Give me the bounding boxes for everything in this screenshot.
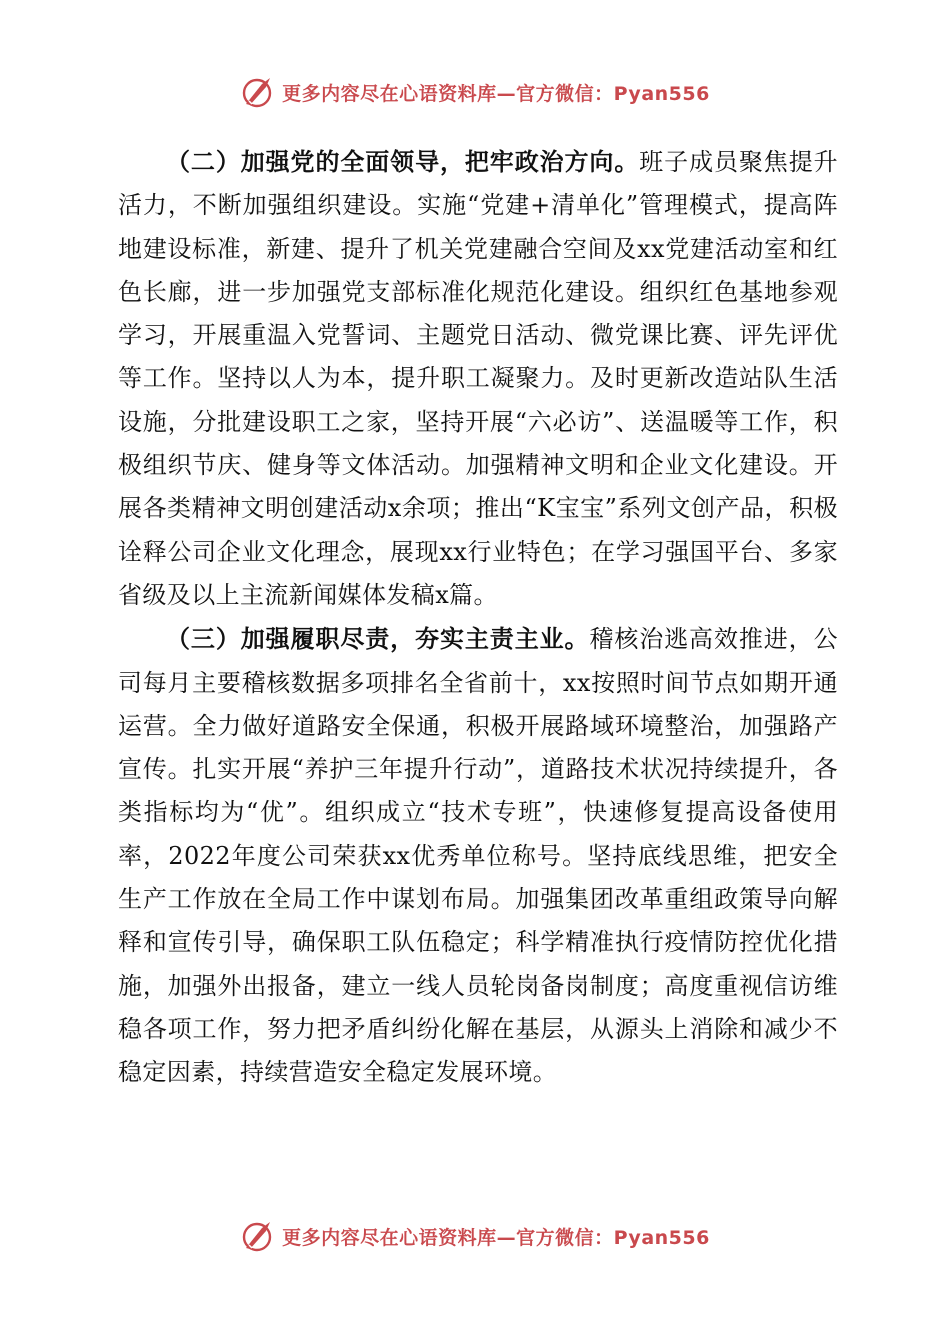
watermark-header [0, 72, 950, 112]
watermark-footer [0, 1216, 950, 1256]
paragraph-leadership [118, 140, 838, 617]
pen-logo-icon [240, 1218, 276, 1254]
paragraph-heading: （二）加强党的全面领导，把牢政治方向。 [166, 147, 640, 176]
paragraph-text: 班子成员聚焦提升活力，不断加强组织建设。实施“党建+清单化”管理模式，提高阵地建设标准，新建、提升了机关党建融合空间及xx党建活动室和红色长廊，进一步加强党支部标准化规范化建设。组织红色基地参观学习，开展重温入党誓词、主题党日活动、微党课比赛、评先评优等工作。坚持以人为本，提升职工凝聚力。及时更新改造站队生活设施，分批建设职工之家，坚持开展“六必访”、送温暖等工作，积极组织节庆、健身等文体活动。加强精神文明和企业文化建设。开展各类精神文明创建活动x余项；推出“K宝宝”系列文创产品，积极诠释公司企业文化理念，展现xx行业特色；在学习强国平台、多家省级及以上主流新闻媒体发稿x篇。 [118, 148, 838, 609]
watermark-text: 更多内容尽在心语资料库—官方微信：Pyan556 [282, 82, 710, 105]
watermark-text: 更多内容尽在心语资料库—官方微信：Pyan556 [282, 1226, 710, 1249]
paragraph-duties [118, 617, 838, 1094]
document-body [118, 140, 838, 1095]
pen-logo-icon [240, 74, 276, 110]
paragraph-text: 稽核治逃高效推进，公司每月主要稽核数据多项排名全省前十，xx按照时间节点如期开通运营。全力做好道路安全保通，积极开展路域环境整治，加强路产宣传。扎实开展“养护三年提升行动”，道路技术状况持续提升，各类指标均为“优”。组织成立“技术专班”，快速修复提高设备使用率，2022年度公司荣获xx优秀单位称号。坚持底线思维，把安全生产工作放在全局工作中谋划布局。加强集团改革重组政策导向解释和宣传引导，确保职工队伍稳定；科学精准执行疫情防控优化措施，加强外出报备，建立一线人员轮岗备岗制度；高度重视信访维稳各项工作，努力把矛盾纠纷化解在基层，从源头上消除和减少不稳定因素，持续营造安全稳定发展环境。 [118, 625, 838, 1087]
paragraph-heading: （三）加强履职尽责，夯实主责主业。 [166, 624, 590, 654]
